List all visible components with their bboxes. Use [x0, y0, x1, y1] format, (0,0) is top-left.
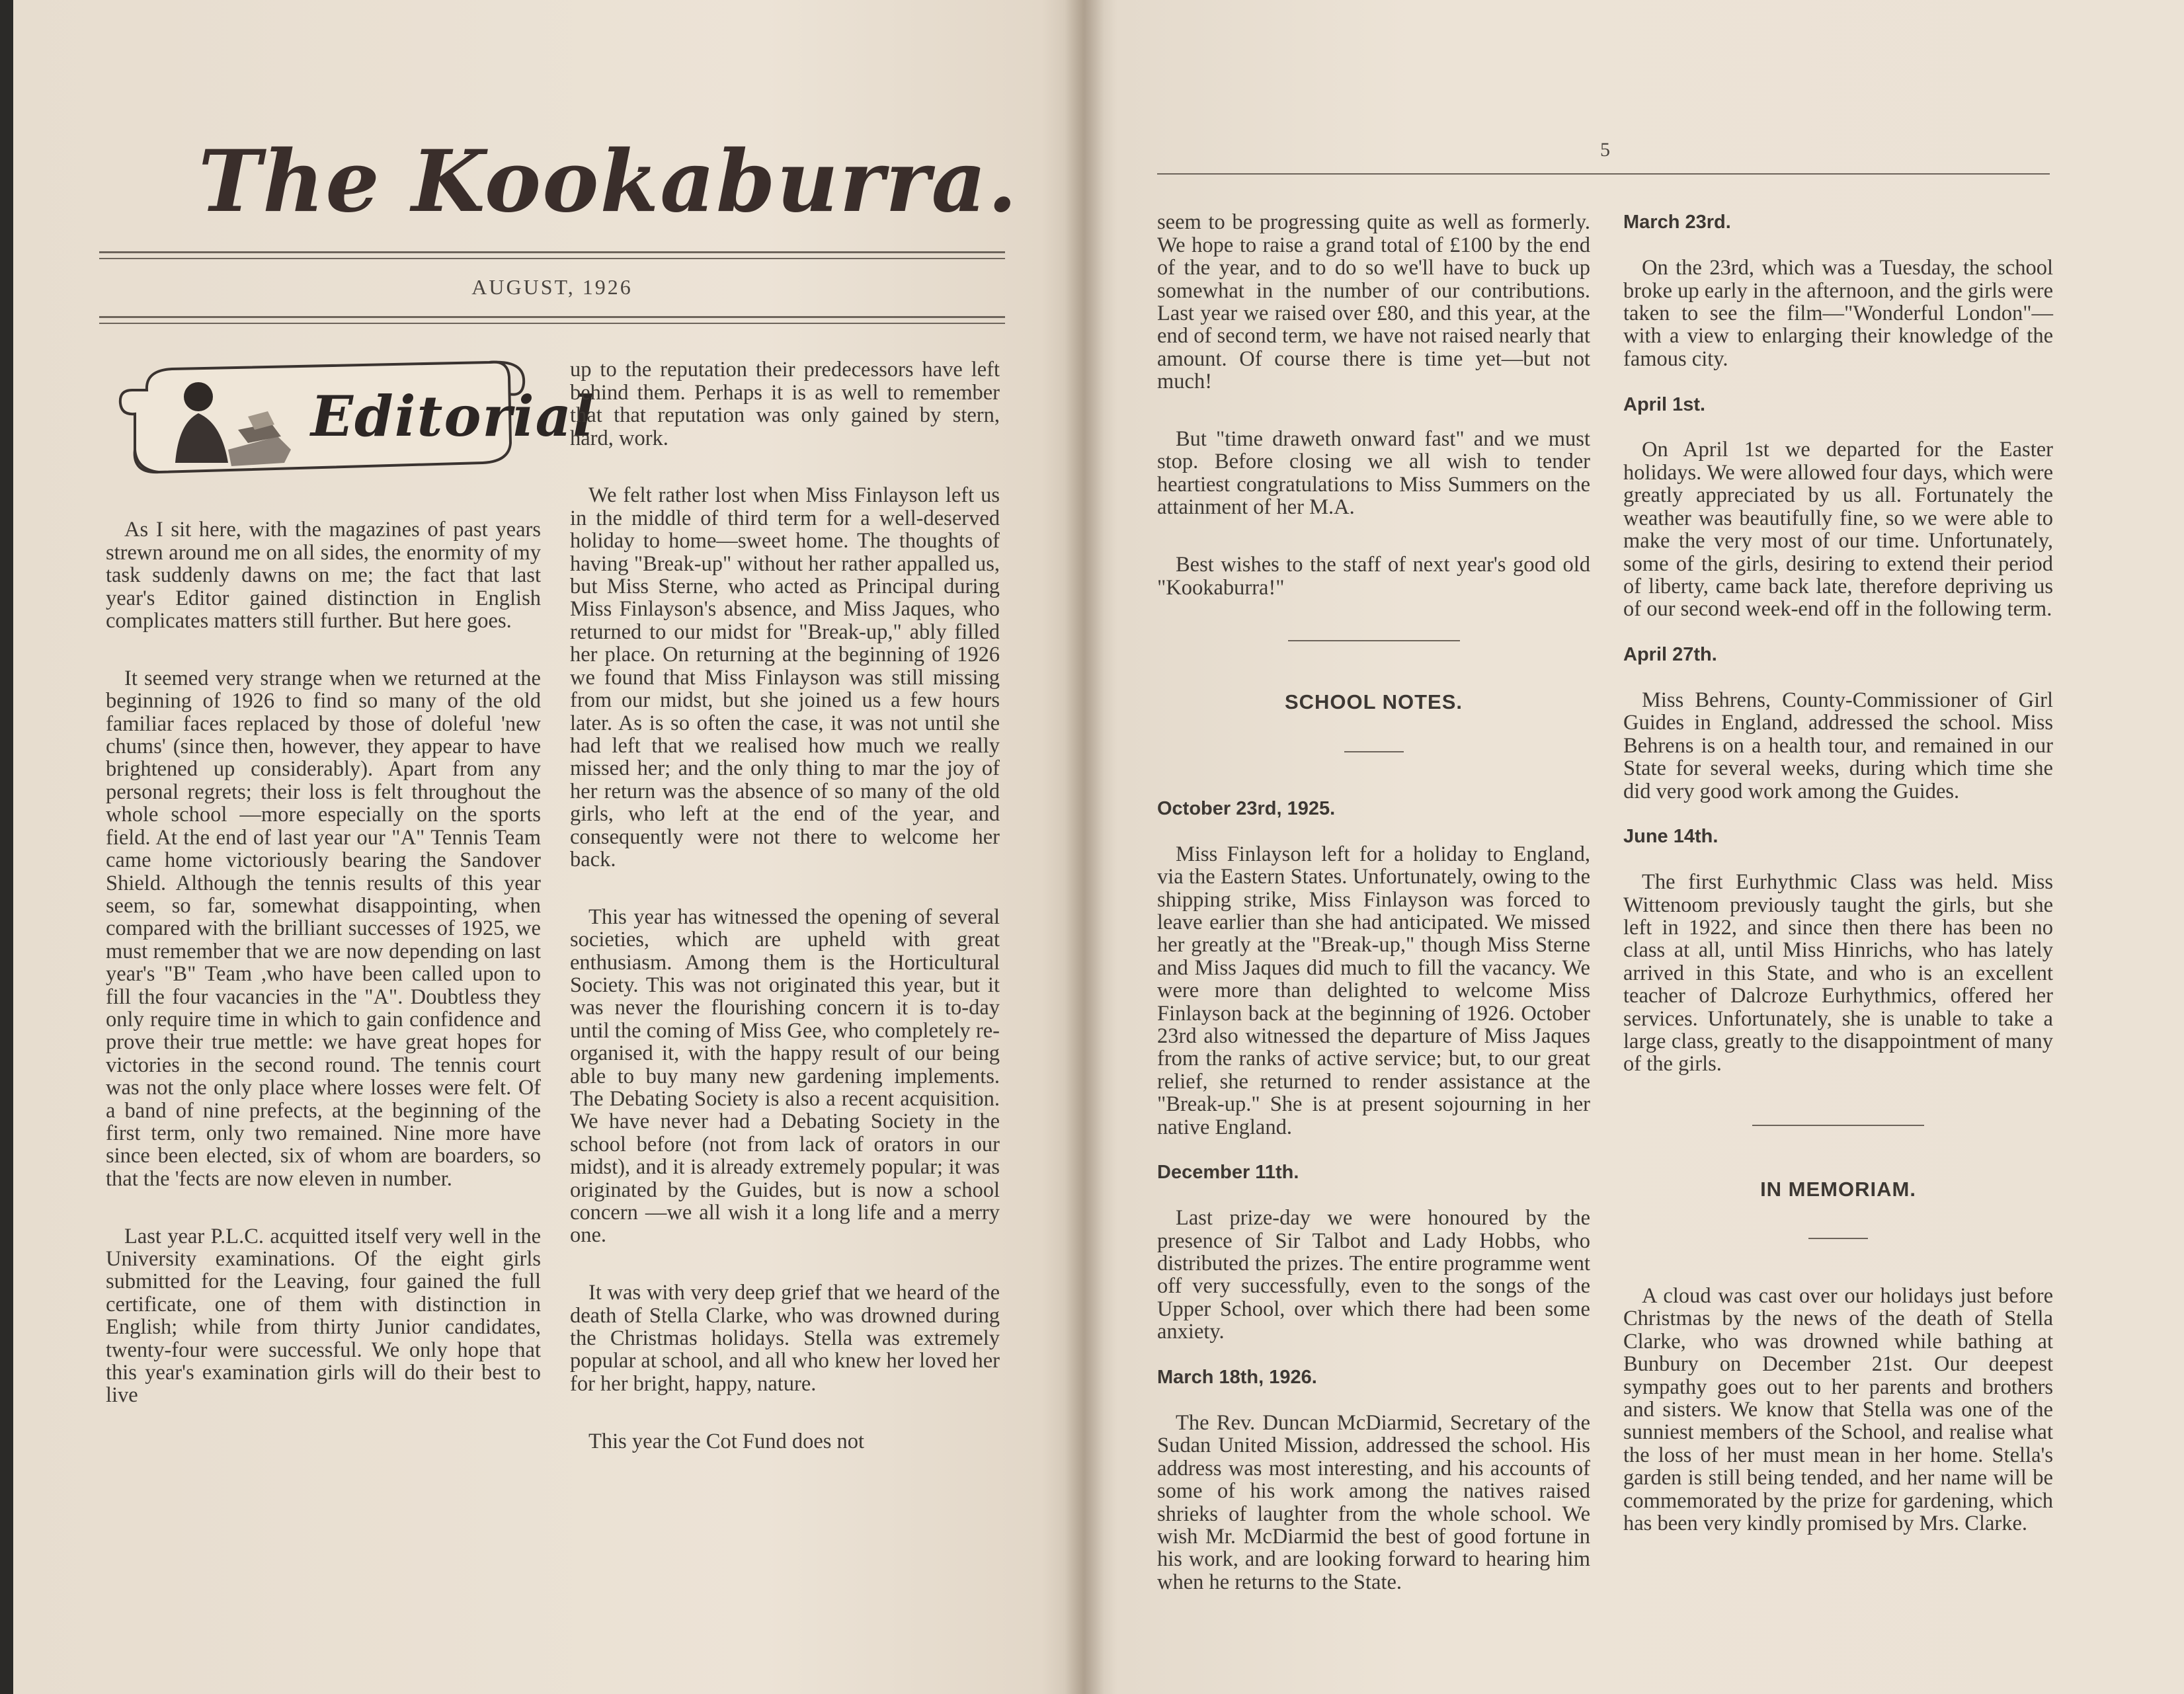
section-divider: [1752, 1125, 1924, 1126]
note-date: December 11th.: [1157, 1162, 1299, 1184]
in-memoriam-heading: IN MEMORIAM.: [1760, 1177, 1916, 1201]
note-text: Miss Behrens, County-Commissioner of Girl Guides in England, addressed the school. Miss Behrens is on a health tour, and remained in our State for several weeks, during which time she did very good work among the Guides.: [1623, 688, 2053, 803]
editorial-paragraph: It seemed very strange when we returned at the beginning of 1926 to find so many of the old familiar faces replaced by those of doleful 'new chums' (since then, however, they appear to have brightened up considerably). Apart from any personal regrets; their loss is felt throughout the whole school —more especially on the sports field. At the end of last year our "A" Tennis Team came home victoriously bearing the Sandover Shield. Although the tennis results of this year seem, so far, somewhat disappointing, when compared with the brilliant successes of 1925, we must remember that we are now depending on last year's "B" Team ,who have been called upon to fill the four vacancies in the "A". Doubtless they only require time in which to gain confidence and prove their true mettle: we have great hopes for victories in the second round. The tennis court was not the only place where losses were felt. Of a band of nine prefects, at the beginning of the first term, only two remained. Nine more have since been elected, six of whom are boarders, so that the 'fects are now eleven in number.: [106, 666, 541, 1191]
right-column-1: [1157, 188, 1590, 1594]
note-date: October 23rd, 1925.: [1157, 797, 1336, 819]
editorial-banner: [112, 350, 596, 483]
right-page-rule: [1157, 173, 2050, 175]
note-date: June 14th.: [1623, 826, 1719, 848]
editorial-column-1: [106, 496, 541, 1574]
note-text: On the 23rd, which was a Tuesday, the school broke up early in the afternoon, and the girls were taken to see the film—"Wonderful London"— with a view to enlarging their knowledge of the famous city.: [1623, 256, 2053, 371]
figure-head: [184, 382, 213, 411]
title-rule-top: [99, 251, 1005, 253]
school-notes-heading: SCHOOL NOTES.: [1284, 690, 1463, 713]
editorial-paragraph: Best wishes to the staff of next year's good old "Kookaburra!": [1157, 553, 1590, 600]
editorial-paragraph: Last year P.L.C. acquitted itself very well in the University examinations. Of the eight girls submitted for the Leaving, four gained the full certificate, one of them with distinction in English; while from thirty Junior candidates, twenty-four were successful. We only hope that this year's examination girls will do their best to live: [106, 1224, 541, 1408]
note-date: April 27th.: [1623, 644, 1717, 666]
note-text: Miss Finlayson left for a holiday to England, via the Eastern States. Unfortunately, owing to the shipping strike, Miss Finlayson was forced to leave earlier than she had anticipated. We missed her greatly at the "Break-up," though Miss Sterne and Miss Jaques did much to fill the vacancy. We were more than delighted to welcome Miss Finlayson back at the beginning of 1926. October 23rd also witnessed the departure of Miss Jaques from the ranks of active service; but, to our great relief, she returned to render assistance at the "Break-up." She is at present sojourning in her native England.: [1157, 842, 1590, 1139]
right-column-2: [1623, 188, 2053, 1551]
editorial-paragraph: But "time draweth onward fast" and we must stop. Before closing we all wish to tender heartiest congratulations to Miss Summers on the attainment of her M.A.: [1157, 427, 1590, 520]
heading-underline: [1808, 1238, 1868, 1239]
editorial-paragraph: We felt rather lost when Miss Finlayson left us in the middle of third term for a well-deserved holiday to home—sweet home. The thoughts of having "Break-up" without her rather appalled us, but Miss Sterne, who acted as Principal during Miss Finlayson's absence, and Miss Jaques, who returned to our midst for "Break-up," ably filled her place. On returning at the beginning of 1926 we found that Miss Finlayson was still missing from our midst, but she joined us a few hours later. As is so often the case, it was not until she had left that we realised how much we really missed her; and the only thing to mar the joy of her return was the absence of so many of the old girls, who left at the end of the year, and consequently were not there to welcome her back.: [570, 483, 1000, 871]
editorial-paragraph: It was with very deep grief that we heard of the death of Stella Clarke, who was drowned during the Christmas holidays. Stella was extremely popular at school, and all who knew her loved her for her bright, happy, nature.: [570, 1281, 1000, 1396]
note-text: Last prize-day we were honoured by the presence of Sir Talbot and Lady Hobbs, who distributed the prizes. The entire programme went off very successfully, even to the songs of the Upper School, over which there had been some anxiety.: [1157, 1206, 1590, 1344]
date-rule-top: [99, 316, 1005, 318]
editorial-paragraph: As I sit here, with the magazines of past years strewn around me on all sides, the enormity of my task suddenly dawns on me; the fact that last year's Editor gained distinction in English complicates matters still further. But here goes.: [106, 518, 541, 633]
note-date: March 18th, 1926.: [1157, 1367, 1317, 1389]
page-number: 5: [1600, 139, 1610, 161]
heading-underline: [1344, 751, 1404, 752]
editorial-column-2: [570, 336, 1000, 1566]
date-rule-bottom: [99, 323, 1005, 324]
title-rule-bottom: [99, 258, 1005, 259]
note-text: The Rev. Duncan McDiarmid, Secretary of the Sudan United Mission, addressed the school. His address was most interesting, and his accounts of some of his work among the natives raised shrieks of laughter from the whole school. We wish Mr. McDiarmid the best of good fortune in his work, and are looking forward to hearing him when he returns to the State.: [1157, 1410, 1590, 1594]
editorial-paragraph: up to the reputation their predecessors have left behind them. Perhaps it is as well to remember that that reputation was only gained by stern, hard, work.: [570, 358, 1000, 450]
in-memoriam-text: A cloud was cast over our holidays just before Christmas by the news of the death of Stella Clarke, who was drowned while bathing at Bunbury on December 21st. Our deepest sympathy goes out to her parents and brothers and sisters. We know that Stella was one of the sunniest members of the School, and realise what the loss of her must mean in her home. Stella's garden is still being tended, and her name will be commemorated by the prize for gardening, which has been very kindly promised by Mrs. Clarke.: [1623, 1283, 2053, 1535]
magazine-title: The Kookaburra.: [198, 132, 1019, 231]
note-date: April 1st.: [1623, 393, 1706, 415]
editorial-paragraph: This year the Cot Fund does not: [588, 1429, 865, 1453]
editorial-paragraph: This year has witnessed the opening of several societies, which are upheld with great enthusiasm. Among them is the Horticultural Society. This was not originated this year, but it was never the flourishing concern it is to-day until the coming of Miss Gee, who completely re-organised it, with the happy result of our being able to buy many new gardening implements. The Debating Society is also a recent acquisition. We have never had a Debating Society in the school before (not from lack of orators in our midst), and it is already extremely popular; it was originated by the Guides, but is now a school concern —we all wish it a long life and a merry one.: [570, 905, 1000, 1248]
note-date: March 23rd.: [1623, 212, 1731, 233]
note-text: On April 1st we departed for the Easter holidays. We were allowed four days, which were greatly appreciated by us all. Fortunately the weather was beautifully fine, so we were able to make the very most of our time. Unfortunately, some of the girls, desiring to extend their period of liberty, came back late, therefore depriving us of our second week-end off in the following term.: [1623, 438, 2053, 622]
editorial-paragraph: seem to be progressing quite as well as formerly. We hope to raise a grand total of £100 by the end of the year, and to do so we'll have to buck up somewhat in the number of our contributions. Last year we raised over £80, and this year, at the end of second term, we have not raised nearly that amount. Of course there is time yet—but not much!: [1157, 210, 1590, 394]
note-text: The first Eurhythmic Class was held. Miss Wittenoom previously taught the girls, but she left in 1922, and since then there has been no class at all, until Miss Hinrichs, who has lately arrived in this State, and who is an excellent teacher of Dalcroze Eurhythmics, offered her services. Unfortunately, she is unable to take a large class, greatly to the disappointment of many of the girls.: [1623, 870, 2053, 1076]
section-divider: [1288, 640, 1460, 641]
issue-date: AUGUST, 1926: [471, 275, 633, 299]
editorial-banner-label: Editorial: [311, 383, 596, 449]
book-gutter: [1065, 0, 1104, 1694]
